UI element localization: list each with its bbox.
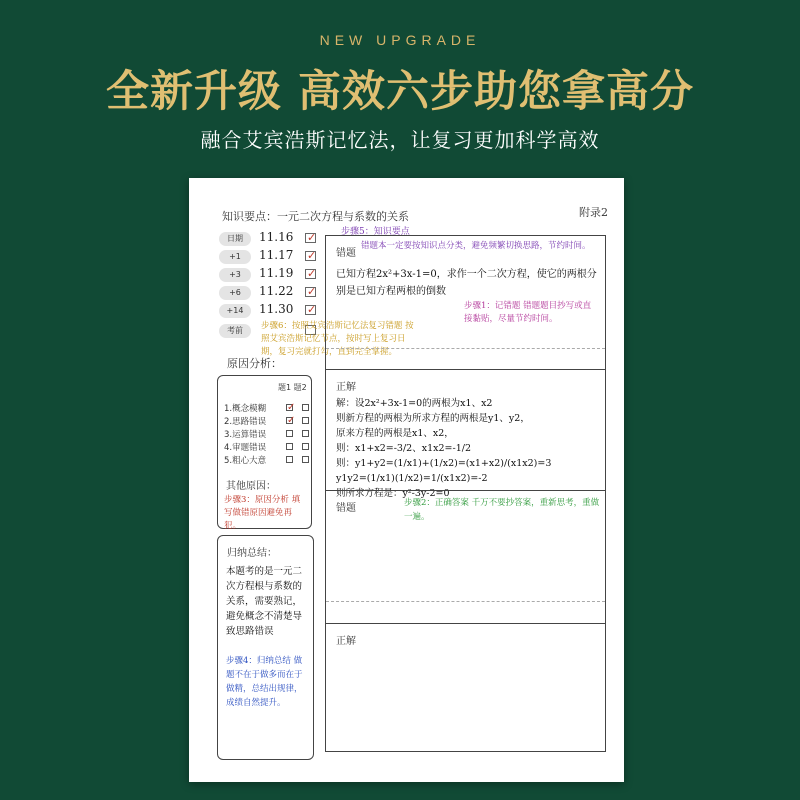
- reason-label: 2.思路错误: [224, 417, 267, 427]
- checkbox-checked[interactable]: ✓: [307, 267, 317, 280]
- step3-note: 步骤3：原因分析 填写做错原因避免再犯。: [224, 495, 301, 531]
- review-pill: +3: [219, 268, 251, 282]
- checkbox-empty[interactable]: [286, 456, 293, 463]
- step4-note: 步骤4：归纳总结 做题不在于做多而在于做精，总结出规律，成绩自然提升。: [226, 656, 303, 708]
- step6-note: 步骤6：按照艾宾浩斯记忆法复习错题 按照艾宾浩斯记忆节点，按时写上复习日期，复习完就打勾，直到完全掌握。: [261, 321, 414, 357]
- classification-hint: 错题本一定要按知识点分类，避免频繁切换思路，节约时间。: [361, 241, 591, 251]
- checkbox-empty[interactable]: [286, 443, 293, 450]
- reason-columns-header: 题1 题2: [278, 383, 307, 392]
- checkbox-checked[interactable]: ✓: [307, 303, 317, 316]
- review-date: 11.30: [259, 302, 294, 316]
- correct-answer-label: 正解: [336, 636, 356, 647]
- review-row: [219, 284, 319, 302]
- other-reason-title: 其他原因：: [226, 481, 276, 492]
- step1-note: 步骤1：记错题 错题题目抄写或直接黏贴，尽量节约时间。: [464, 301, 592, 324]
- checkbox-checked[interactable]: ✓: [307, 285, 317, 298]
- checkbox-empty[interactable]: [302, 430, 309, 437]
- review-row: [219, 266, 319, 284]
- checkbox-empty[interactable]: [302, 443, 309, 450]
- solution-line: 则新方程的两根为所求方程的两根是y1、y2，: [336, 413, 530, 424]
- checkbox-empty[interactable]: [302, 404, 309, 411]
- page-header: 知识要点：一元二次方程与系数的关系: [222, 210, 409, 223]
- checkbox-checked[interactable]: ✓: [307, 231, 317, 244]
- solution-text: [336, 396, 606, 501]
- wrong-question-label: 错题: [336, 248, 356, 259]
- review-pill: +1: [219, 250, 251, 264]
- summary-text: 本题考的是一元二次方程根与系数的关系，需要熟记，避免概念不清楚导致思路错误: [226, 566, 303, 637]
- review-pill: +14: [219, 304, 251, 318]
- summary-box: [217, 535, 314, 760]
- review-pill: +6: [219, 286, 251, 300]
- question-text: 已知方程2x²+3x-1=0，求作一个二次方程，使它的两根分别是已知方程两根的倒数: [336, 269, 597, 297]
- checkbox-empty[interactable]: [302, 456, 309, 463]
- dashed-divider: [326, 601, 605, 602]
- reason-item: [224, 428, 312, 440]
- solution-line: 解：设2x²+3x-1=0的两根为x1、x2: [336, 398, 493, 409]
- review-date: 11.17: [259, 248, 294, 262]
- summary-title: 归纳总结：: [227, 548, 277, 559]
- step5-note: 步骤5：知识要点: [341, 227, 410, 237]
- review-date: 11.16: [259, 230, 294, 244]
- solution-line: y1y2=(1/x1)(1/x2)=1/(x1x2)=-2: [336, 473, 488, 484]
- review-date: 11.19: [259, 266, 294, 280]
- review-row: [219, 302, 319, 320]
- appendix-label: 附录2: [579, 206, 608, 219]
- reason-analysis-box: [217, 375, 312, 529]
- dashed-divider: [326, 348, 605, 349]
- solution-line: 原来方程的两根是x1、x2，: [336, 428, 454, 439]
- review-row: [219, 230, 319, 248]
- step2-note: 步骤2：正确答案 千万不要抄答案，重新思考，重做一遍。: [404, 498, 600, 522]
- reason-label: 5.粗心大意: [224, 456, 267, 466]
- checkbox-checked[interactable]: ✓: [287, 415, 296, 426]
- reason-label: 1.概念模糊: [224, 404, 267, 414]
- reason-item: [224, 441, 312, 453]
- headline: 全新升级 高效六步助您拿高分: [106, 67, 694, 117]
- wrong-question-box: [325, 235, 606, 370]
- review-pill: 日期: [219, 232, 251, 246]
- reason-item: [224, 402, 312, 414]
- checkbox-checked[interactable]: ✓: [287, 402, 296, 413]
- solution-line: 则所求方程是：y²-3y-2=0: [336, 488, 450, 499]
- notebook-page: [189, 178, 624, 782]
- wrong-question-box-2: [325, 490, 606, 624]
- subline: 融合艾宾浩斯记忆法，让复习更加科学高效: [200, 128, 600, 152]
- correct-answer-label: 正解: [336, 382, 356, 393]
- reason-title: 原因分析：: [227, 357, 282, 370]
- checkbox-checked[interactable]: ✓: [307, 249, 317, 262]
- correct-answer-box: [325, 370, 606, 499]
- wrong-question-label: 错题: [336, 503, 356, 514]
- correct-answer-box-2: [325, 624, 606, 752]
- checkbox-empty[interactable]: [302, 417, 309, 424]
- solution-line: 则：y1+y2=(1/x1)+(1/x2)=(x1+x2)/(x1x2)=3: [336, 458, 552, 469]
- eyebrow-text: NEW UPGRADE: [319, 32, 481, 48]
- review-pill: 考前: [219, 324, 251, 338]
- reason-item: [224, 454, 312, 466]
- reason-item: [224, 415, 312, 427]
- solution-line: 则：x1+x2=-3/2、x1x2=-1/2: [336, 443, 471, 454]
- review-row: [219, 248, 319, 266]
- checkbox-empty[interactable]: [286, 430, 293, 437]
- review-date: 11.22: [259, 284, 294, 298]
- reason-label: 4.审题错误: [224, 443, 267, 453]
- reason-label: 3.运算错误: [224, 430, 267, 440]
